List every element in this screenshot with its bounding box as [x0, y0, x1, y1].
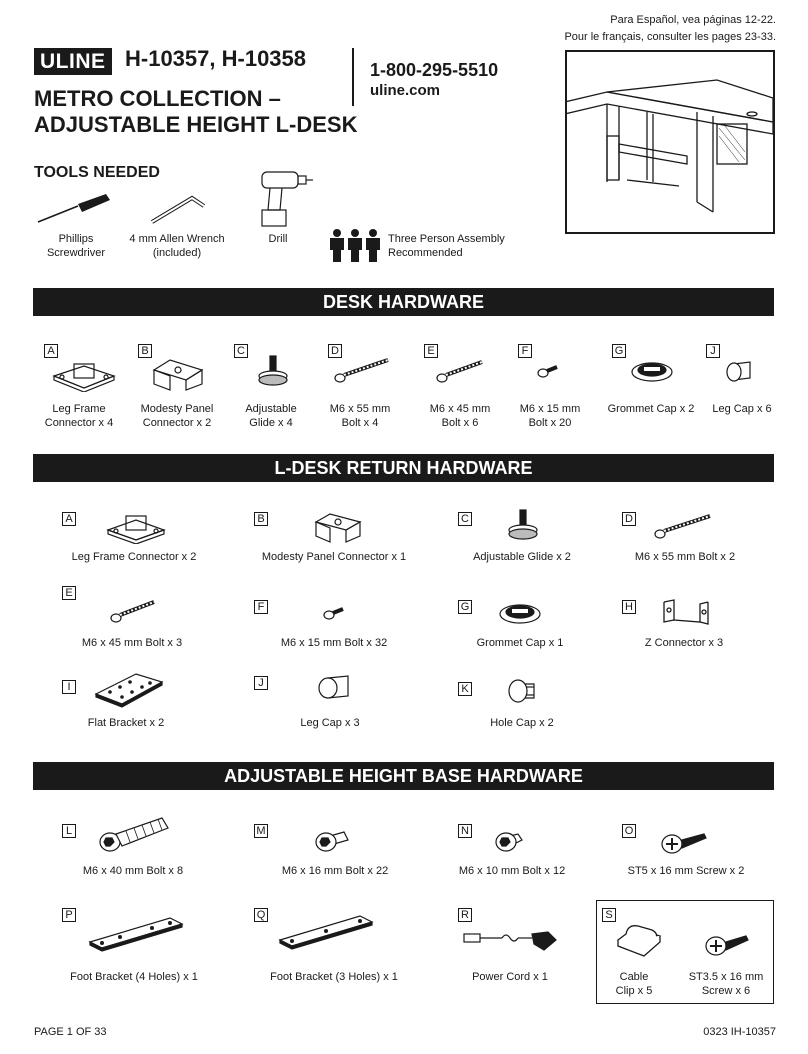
base-part-label-m: M6 x 16 mm Bolt x 22 [281, 865, 389, 877]
desk-part-label-f: M6 x 15 mm Bolt x 20 [519, 403, 581, 429]
desk-part-letter-j: J [706, 344, 720, 358]
flat-bracket-icon [92, 670, 164, 708]
foot-bracket-3-holes-icon [276, 912, 376, 952]
return-adjustable-glide-icon [506, 508, 540, 542]
desk-part-label-g: Grommet Cap x 2 [607, 403, 695, 415]
desk-part-letter-g: G [612, 344, 626, 358]
base-part-letter-s: S [602, 908, 616, 922]
return-part-letter-f: F [254, 600, 268, 614]
base-part-letter-n: N [458, 824, 472, 838]
screwdriver-icon [34, 192, 114, 226]
return-part-letter-d: D [622, 512, 636, 526]
return-part-letter-a: A [62, 512, 76, 526]
return-part-letter-b: B [254, 512, 268, 526]
power-cord-icon [462, 928, 558, 958]
desk-part-label-d: M6 x 55 mm Bolt x 4 [329, 403, 391, 429]
modesty-panel-connector-icon [150, 356, 208, 392]
desk-hardware-header: DESK HARDWARE [33, 288, 774, 316]
french-note: Pour le français, consulter les pages 23-33. [564, 31, 776, 43]
m6-10mm-bolt-icon [494, 826, 524, 854]
m6-15mm-bolt-icon [536, 360, 560, 380]
base-part-label-p: Foot Bracket (4 Holes) x 1 [70, 971, 198, 983]
return-m6-45mm-bolt-icon [108, 598, 158, 624]
return-hardware-header: L-DESK RETURN HARDWARE [33, 454, 774, 482]
spanish-note: Para Español, vea páginas 12-22. [610, 14, 776, 26]
return-part-label-a: Leg Frame Connector x 2 [71, 551, 197, 563]
cable-clip-label: Cable Clip x 5 [615, 971, 653, 997]
return-part-label-i: Flat Bracket x 2 [87, 717, 165, 729]
base-part-label-r: Power Cord x 1 [472, 971, 548, 983]
return-modesty-panel-connector-icon [312, 510, 364, 544]
drill-icon [256, 166, 314, 230]
st3-5-16mm-screw-icon [704, 930, 752, 958]
return-part-label-k: Hole Cap x 2 [490, 717, 554, 729]
base-part-letter-l: L [62, 824, 76, 838]
z-connector-icon [660, 596, 712, 628]
base-part-label-l: M6 x 40 mm Bolt x 8 [82, 865, 184, 877]
base-hardware-header: ADJUSTABLE HEIGHT BASE HARDWARE [33, 762, 774, 790]
m6-55mm-bolt-icon [332, 356, 392, 384]
desk-part-letter-a: A [44, 344, 58, 358]
desk-part-letter-f: F [518, 344, 532, 358]
base-part-letter-p: P [62, 908, 76, 922]
return-part-label-d: M6 x 55 mm Bolt x 2 [634, 551, 736, 563]
three-person-icon [328, 228, 384, 264]
return-part-letter-g: G [458, 600, 472, 614]
return-leg-frame-connector-icon [106, 508, 166, 544]
m6-40mm-bolt-icon [98, 814, 172, 854]
return-part-letter-i: I [62, 680, 76, 694]
st5-16mm-screw-icon [660, 828, 708, 856]
return-part-letter-k: K [458, 682, 472, 696]
foot-bracket-4-holes-icon [86, 914, 186, 954]
tool-label-drill: Drill [268, 233, 288, 245]
return-grommet-cap-icon [498, 600, 542, 626]
page-title [34, 86, 358, 138]
tool-label-screwdriver: Phillips Screwdriver [46, 233, 106, 259]
desk-part-label-a: Leg Frame Connector x 4 [44, 403, 114, 429]
m6-45mm-bolt-icon [434, 358, 486, 384]
desk-part-label-j: Leg Cap x 6 [712, 403, 772, 415]
return-part-label-f: M6 x 15 mm Bolt x 32 [280, 637, 388, 649]
allen-wrench-icon [148, 192, 208, 226]
desk-illustration [565, 50, 775, 234]
return-part-label-h: Z Connector x 3 [644, 637, 724, 649]
base-part-letter-q: Q [254, 908, 268, 922]
desk-part-label-e: M6 x 45 mm Bolt x 6 [429, 403, 491, 429]
return-part-label-e: M6 x 45 mm Bolt x 3 [81, 637, 183, 649]
l-desk-drawing [567, 52, 773, 232]
tool-label-allen-wrench: 4 mm Allen Wrench (included) [129, 233, 225, 259]
tools-heading: TOOLS NEEDED [34, 164, 160, 181]
base-part-letter-r: R [458, 908, 472, 922]
hole-cap-icon [506, 676, 540, 706]
cable-clip-icon [614, 920, 666, 960]
base-part-letter-m: M [254, 824, 268, 838]
leg-frame-connector-icon [52, 356, 118, 392]
return-part-label-c: Adjustable Glide x 2 [473, 551, 571, 563]
desk-part-letter-e: E [424, 344, 438, 358]
grommet-cap-icon [630, 358, 674, 384]
model-number: H-10357, H-10358 [125, 46, 307, 71]
return-m6-15mm-bolt-icon [322, 602, 346, 622]
desk-part-letter-d: D [328, 344, 342, 358]
leg-cap-icon [724, 358, 756, 384]
tool-label-three-person: Three Person Assembly Recommended [388, 233, 505, 259]
return-part-letter-e: E [62, 586, 76, 600]
base-part-letter-o: O [622, 824, 636, 838]
desk-part-label-b: Modesty Panel Connector x 2 [140, 403, 214, 429]
return-part-letter-c: C [458, 512, 472, 526]
return-part-label-b: Modesty Panel Connector x 1 [261, 551, 407, 563]
desk-part-letter-c: C [234, 344, 248, 358]
phone-number: 1-800-295-5510 [370, 60, 499, 80]
title-line-2: ADJUSTABLE HEIGHT L-DESK [34, 112, 358, 137]
return-m6-55mm-bolt-icon [652, 512, 714, 540]
base-part-label-o: ST5 x 16 mm Screw x 2 [627, 865, 745, 877]
screw-st3-5-label: ST3.5 x 16 mm Screw x 6 [688, 971, 764, 997]
base-part-label-n: M6 x 10 mm Bolt x 12 [458, 865, 566, 877]
return-part-label-g: Grommet Cap x 1 [476, 637, 564, 649]
return-part-letter-j: J [254, 676, 268, 690]
desk-part-label-c: Adjustable Glide x 4 [245, 403, 297, 429]
desk-part-letter-b: B [138, 344, 152, 358]
document-code: 0323 IH-10357 [703, 1026, 776, 1038]
m6-16mm-bolt-icon [314, 826, 350, 854]
uline-logo: ULINE [34, 48, 112, 75]
page-number: PAGE 1 OF 33 [34, 1026, 107, 1038]
base-part-label-q: Foot Bracket (3 Holes) x 1 [270, 971, 398, 983]
title-line-1: METRO COLLECTION – [34, 86, 281, 111]
return-part-label-j: Leg Cap x 3 [300, 717, 360, 729]
return-leg-cap-icon [316, 672, 354, 704]
return-part-letter-h: H [622, 600, 636, 614]
website: uline.com [370, 82, 441, 99]
adjustable-glide-icon [256, 354, 290, 388]
